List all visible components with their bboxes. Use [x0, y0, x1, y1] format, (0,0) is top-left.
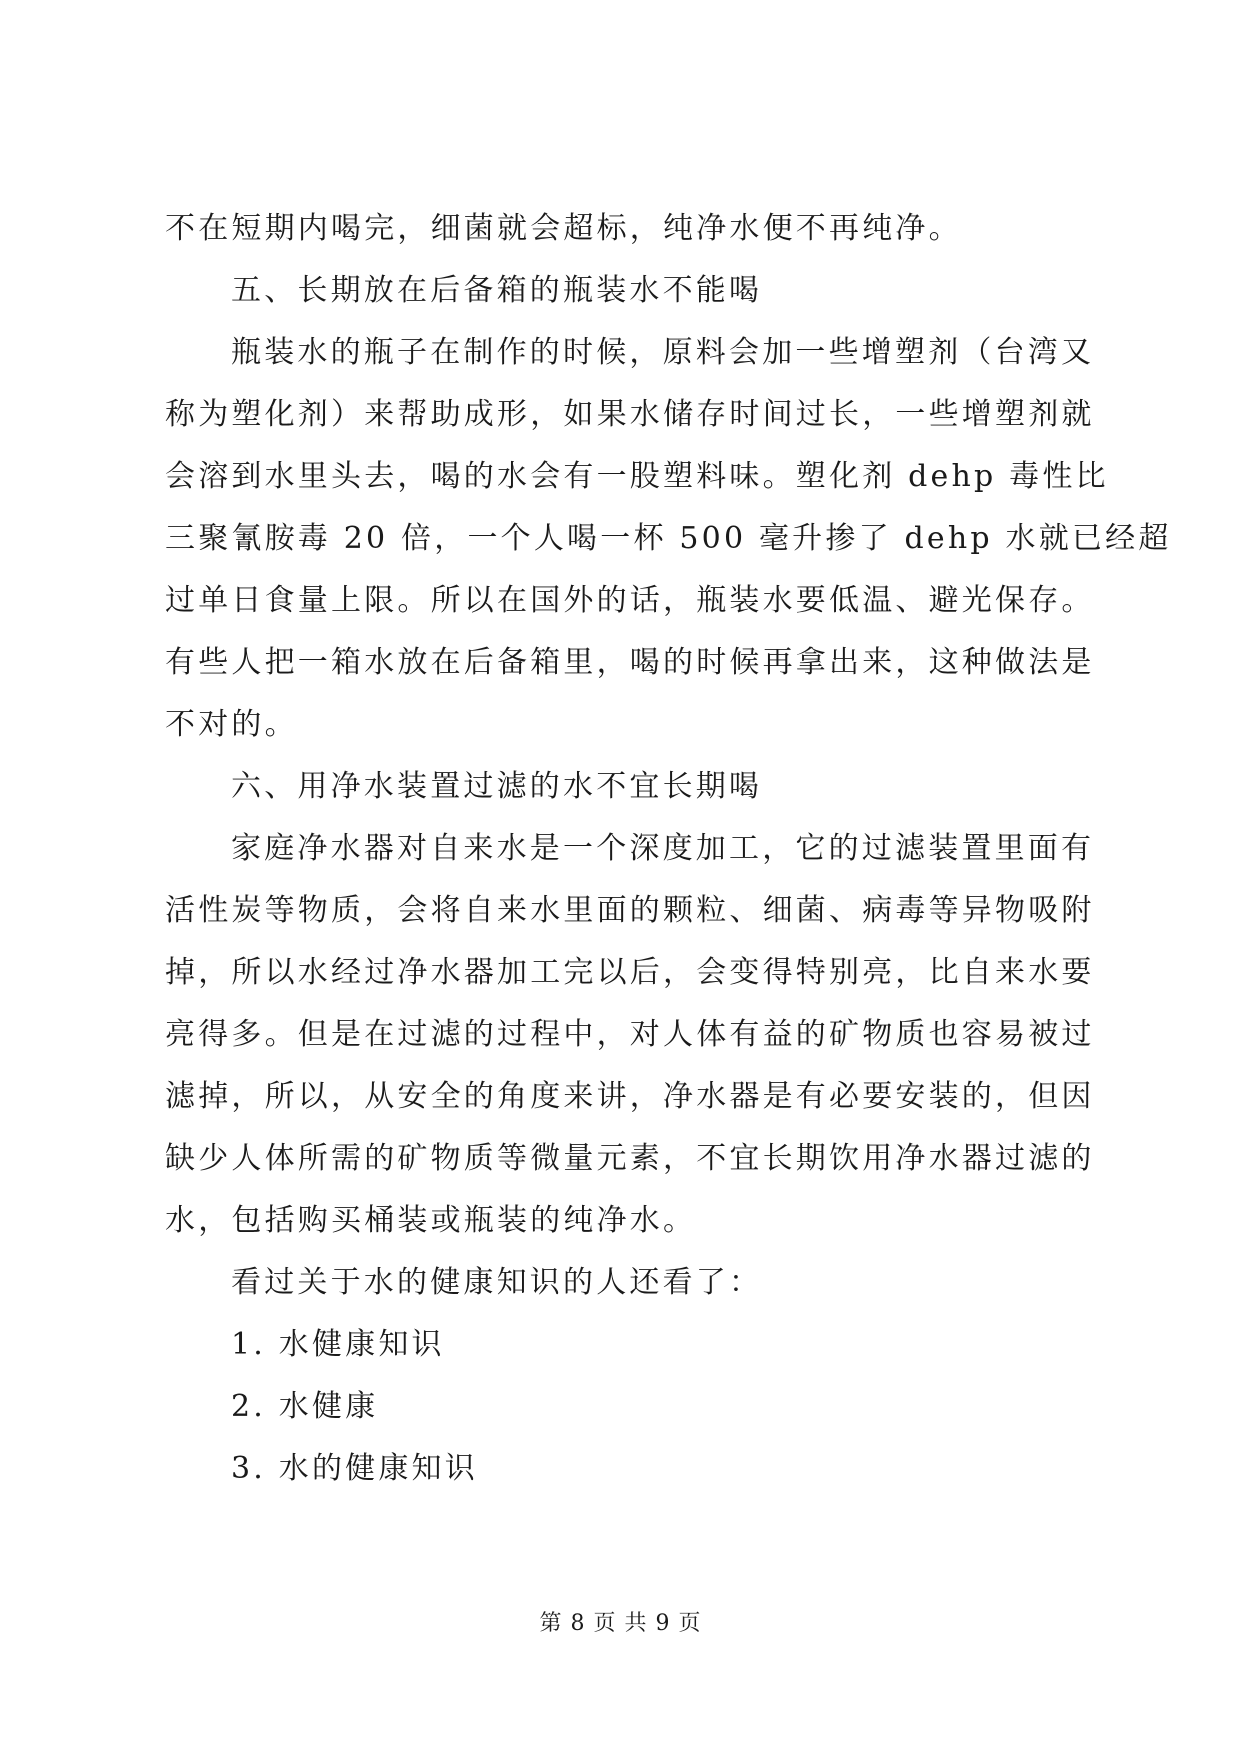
paragraph-line: 称为塑化剂）来帮助成形，如果水储存时间过长，一些增塑剂就: [165, 397, 1095, 432]
page-number-footer: 第 8 页 共 9 页: [539, 1611, 702, 1636]
paragraph-line: 缺少人体所需的矿物质等微量元素，不宜长期饮用净水器过滤的: [165, 1141, 1095, 1176]
section-heading-6: 六、用净水装置过滤的水不宜长期喝: [231, 769, 763, 804]
paragraph-line: 三聚氰胺毒 20 倍，一个人喝一杯 500 毫升掺了 dehp 水就已经超: [165, 521, 1172, 556]
paragraph-line: 水，包括购买桶装或瓶装的纯净水。: [165, 1203, 697, 1238]
related-heading: 看过关于水的健康知识的人还看了：: [231, 1265, 763, 1300]
page-body: [165, 198, 1172, 1500]
paragraph-line: 不对的。: [165, 707, 298, 742]
paragraph-line: 家庭净水器对自来水是一个深度加工，它的过滤装置里面有: [231, 831, 1095, 866]
section-heading-5: 五、长期放在后备箱的瓶装水不能喝: [231, 273, 763, 308]
paragraph-line: 滤掉，所以，从安全的角度来讲，净水器是有必要安装的，但因: [165, 1079, 1095, 1114]
related-item: 1. 水健康知识: [231, 1327, 445, 1362]
related-item: 3. 水的健康知识: [231, 1451, 478, 1486]
paragraph-line: 会溶到水里头去，喝的水会有一股塑料味。塑化剂 dehp 毒性比: [165, 459, 1109, 494]
paragraph-line: 亮得多。但是在过滤的过程中，对人体有益的矿物质也容易被过: [165, 1017, 1095, 1052]
related-item: 2. 水健康: [231, 1389, 379, 1424]
text-line: 不在短期内喝完，细菌就会超标，纯净水便不再纯净。: [165, 211, 962, 246]
paragraph-line: 瓶装水的瓶子在制作的时候，原料会加一些增塑剂（台湾又: [231, 335, 1095, 370]
paragraph-line: 过单日食量上限。所以在国外的话，瓶装水要低温、避光保存。: [165, 583, 1095, 618]
paragraph-line: 有些人把一箱水放在后备箱里，喝的时候再拿出来，这种做法是: [165, 645, 1095, 680]
paragraph-line: 活性炭等物质，会将自来水里面的颗粒、细菌、病毒等异物吸附: [165, 893, 1095, 928]
paragraph-line: 掉，所以水经过净水器加工完以后，会变得特别亮，比自来水要: [165, 955, 1095, 990]
